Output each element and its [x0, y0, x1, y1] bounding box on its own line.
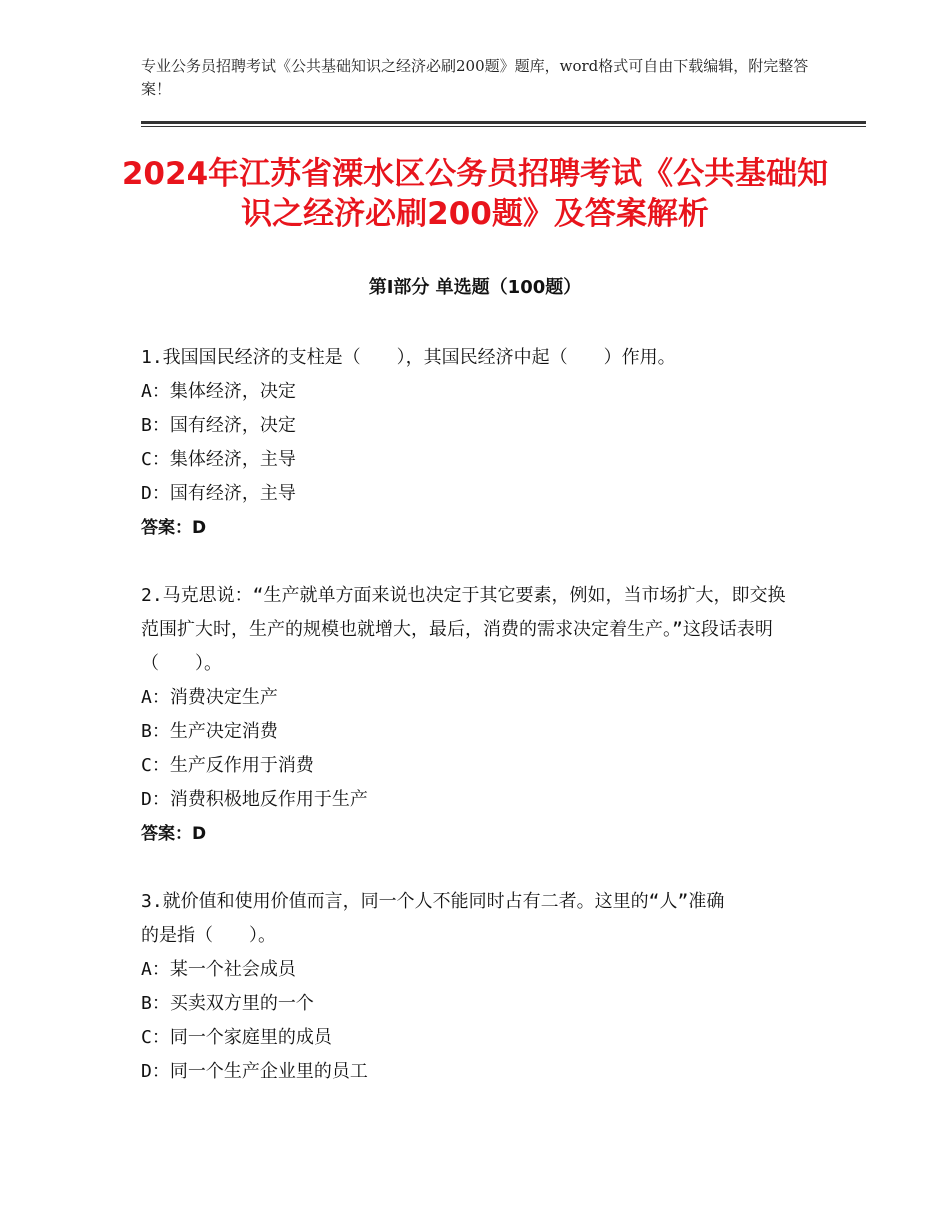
question-1 [141, 341, 801, 545]
option-list [141, 681, 801, 817]
option-list [141, 953, 801, 1089]
option-list [141, 375, 801, 511]
option-c: C：生产反作用于消费 [141, 755, 314, 776]
question-stem: 2.马克思说：“生产就单方面来说也决定于其它要素，例如，当市场扩大，即交换范围扩大时，生产的规模也就增大，最后，消费的需求决定着生产。”这段话表明（ ）。 [141, 585, 786, 674]
option-d: D：同一个生产企业里的员工 [141, 1061, 368, 1082]
document-title: 2024年江苏省溧水区公务员招聘考试《公共基础知识之经济必刷200题》及答案解析 [121, 156, 829, 232]
answer: 答案：D [141, 518, 207, 538]
question-stem: 1.我国国民经济的支柱是（ ），其国民经济中起（ ）作用。 [141, 347, 676, 368]
section-title: 第Ⅰ部分 单选题（100题） [368, 277, 582, 298]
option-d: D：消费积极地反作用于生产 [141, 789, 368, 810]
header-divider-thick [141, 121, 866, 124]
question-list [141, 341, 801, 1123]
question-3 [141, 885, 801, 1089]
option-b: B：国有经济，决定 [141, 415, 296, 436]
header-note: 专业公务员招聘考试《公共基础知识之经济必刷200题》题库，word格式可自由下载编辑，附完整答案！ [141, 57, 809, 98]
option-a: A：消费决定生产 [141, 687, 278, 708]
option-b: B：买卖双方里的一个 [141, 993, 314, 1014]
option-d: D：国有经济，主导 [141, 483, 296, 504]
question-2 [141, 579, 801, 851]
option-a: A：某一个社会成员 [141, 959, 296, 980]
answer: 答案：D [141, 824, 207, 844]
question-stem: 3.就价值和使用价值而言，同一个人不能同时占有二者。这里的“人”准确的是指（ ）。 [141, 891, 725, 946]
option-c: C：集体经济，主导 [141, 449, 296, 470]
header-divider-thin [141, 126, 866, 127]
option-a: A：集体经济，决定 [141, 381, 296, 402]
option-b: B：生产决定消费 [141, 721, 278, 742]
option-c: C：同一个家庭里的成员 [141, 1027, 332, 1048]
